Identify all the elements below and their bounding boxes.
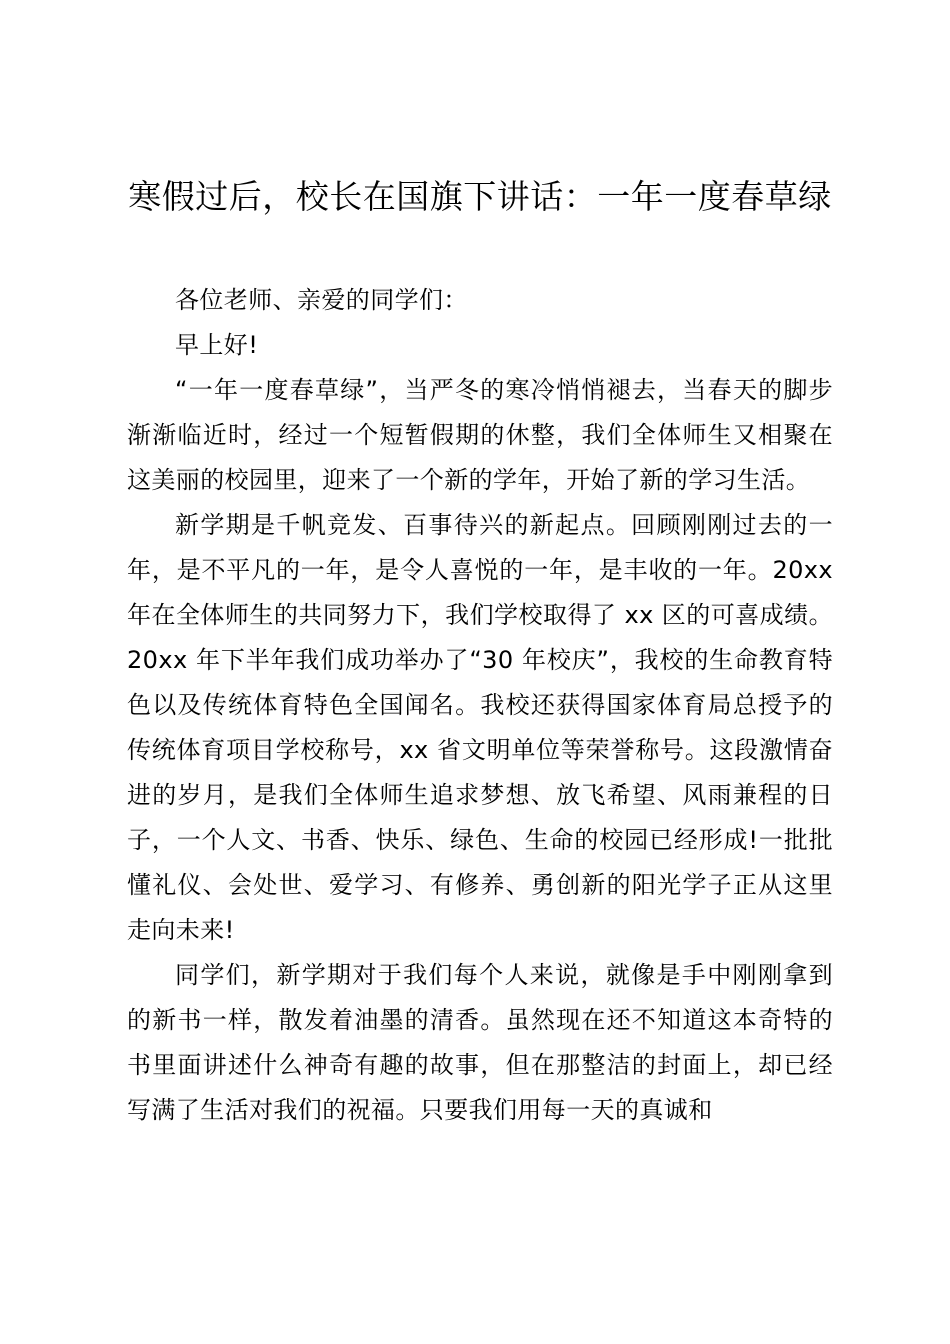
greeting-paragraph: 早上好! — [175, 331, 259, 359]
body-paragraph: 新学期是千帆竞发、百事待兴的新起点。回顾刚刚过去的一年，是不平凡的一年，是令人喜悦的一年，是丰收的一年。20xx 年在全体师生的共同努力下，我们学校取得了 xx 区的可喜成绩。20xx 年下半年我们成功举办了“30 年校庆”，我校的生命教育特色以及传统体育特色全国闻名。我校还获得国家体育局总授予的传统体育项目学校称号，xx 省文明单位等荣誉称号。这段激情奋进的岁月，是我们全体师生追求梦想、放飞希望、风雨兼程的日子，一个人文、书香、快乐、绿色、生命的校园已经形成!一批批懂礼仪、会处世、爱学习、有修养、勇创新的阳光学子正从这里走向未来! — [127, 511, 842, 944]
body-paragraph: 同学们，新学期对于我们每个人来说，就像是手中刚刚拿到的新书一样，散发着油墨的清香。虽然现在还不知道这本奇特的书里面讲述什么神奇有趣的故事，但在那整洁的封面上，却已经写满了生活对我们的祝福。只要我们用每一天的真诚和 — [127, 961, 833, 1124]
document-body — [127, 278, 842, 1133]
body-paragraph: “一年一度春草绿”，当严冬的寒冷悄悄褪去，当春天的脚步渐渐临近时，经过一个短暂假期的休整，我们全体师生又相聚在这美丽的校园里，迎来了一个新的学年，开始了新的学习生活。 — [127, 376, 833, 494]
salutation-paragraph: 各位老师、亲爱的同学们： — [175, 286, 468, 314]
document-title: 寒假过后，校长在国旗下讲话：一年一度春草绿 — [128, 177, 832, 216]
